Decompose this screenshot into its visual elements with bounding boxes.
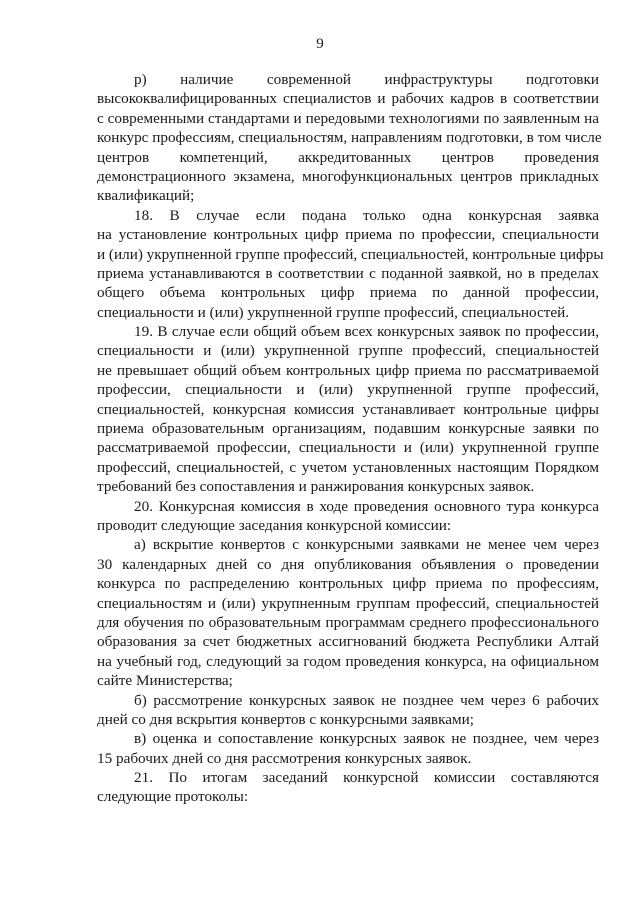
text-line: для обучения по образовательным программам среднего профессионального [97,613,599,631]
text-line: б) рассмотрение конкурсных заявок не позднее чем через 6 рабочих [134,691,599,709]
text-line: на учебный год, следующий за годом проведения конкурса, на официальном [97,652,599,670]
text-line: профессии, специальности и (или) укрупненной группе профессий, [97,381,599,399]
text-line: 21. По итогам заседаний конкурсной комиссии составляются [134,769,599,787]
text-line: демонстрационного экзамена, многофункциональных центров прикладных [97,167,599,185]
text-line: специальности и (или) укрупненной группе профессий, специальностей. [97,303,570,321]
text-line: общего объема контрольных цифр приема по данной профессии, [97,284,599,302]
text-line: требований без сопоставления и ранжирования конкурсных заявок. [97,478,535,496]
paragraph-19 [97,322,599,497]
text-line: 20. Конкурсная комиссия в ходе проведения основного тура конкурса [134,497,599,515]
text-line: а) вскрытие конвертов с конкурсными заявками не менее чем через [134,536,599,554]
paragraph-18 [97,206,604,322]
text-line: на установление контрольных цифр приема по профессии, специальности [97,226,599,244]
text-line: 18. В случае если подана только одна конкурсная заявка [134,206,599,224]
text-line: в) оценка и сопоставление конкурсных заявок не позднее, чем через [134,730,599,748]
text-line: следующие протоколы: [97,788,249,806]
text-line: специальности и (или) укрупненной группе профессий, специальностей [97,342,599,360]
text-line: конкурс профессиям, специальностям, направлениям подготовки, в том числе [97,129,602,147]
text-line: рассматриваемой профессии, специальности и (или) укрупненной группе [97,439,599,457]
paragraph-20-b [97,691,599,730]
page-number: 9 [316,36,324,52]
text-line: центров компетенций, аккредитованных центров проведения [97,148,599,166]
text-line: 19. В случае если общий объем всех конкурсных заявок по профессии, [134,323,599,341]
text-line: специальностей, конкурсная комиссия устанавливает контрольные цифры [97,400,599,418]
text-line: и (или) укрупненной группе профессий, специальностей, контрольные цифры [97,245,604,263]
text-line: специальностям и (или) укрупненным группам профессий, специальностей [97,594,599,612]
text-line: 15 рабочих дней со дня рассмотрения конкурсных заявок. [97,749,472,767]
text-line: квалификаций; [97,187,195,205]
paragraph-20 [97,497,599,536]
text-line: конкурса по распределению контрольных цифр приема по профессиям, [97,575,599,593]
paragraph-item-r [97,70,602,206]
text-line: проводит следующие заседания конкурсной комиссии: [97,516,452,534]
text-line: высококвалифицированных специалистов и рабочих кадров в соответствии [97,90,599,108]
text-line: 30 календарных дней со дня опубликования объявления о проведении [97,555,599,573]
paragraph-20-a [97,535,599,690]
text-line: сайте Министерства; [97,672,233,690]
text-line: с современными стандартами и передовыми технологиями по заявленным на [97,109,599,127]
paragraph-20-v [97,729,599,768]
document-body [97,70,604,807]
text-line: образования за счет бюджетных ассигнований бюджета Республики Алтай [97,633,599,651]
text-line: приема устанавливаются в соответствии с поданной заявкой, но в пределах [97,264,599,282]
text-line: профессий, специальностей, с учетом установленных настоящим Порядком [97,458,599,476]
text-line: приема образовательным организациям, подавшим конкурсные заявки по [97,420,599,438]
text-line: р) наличие современной инфраструктуры подготовки [134,71,599,88]
paragraph-21 [97,768,599,807]
text-line: дней со дня вскрытия конвертов с конкурсными заявками; [97,710,474,728]
text-line: не превышает общий объем контрольных цифр приема по рассматриваемой [97,361,599,379]
